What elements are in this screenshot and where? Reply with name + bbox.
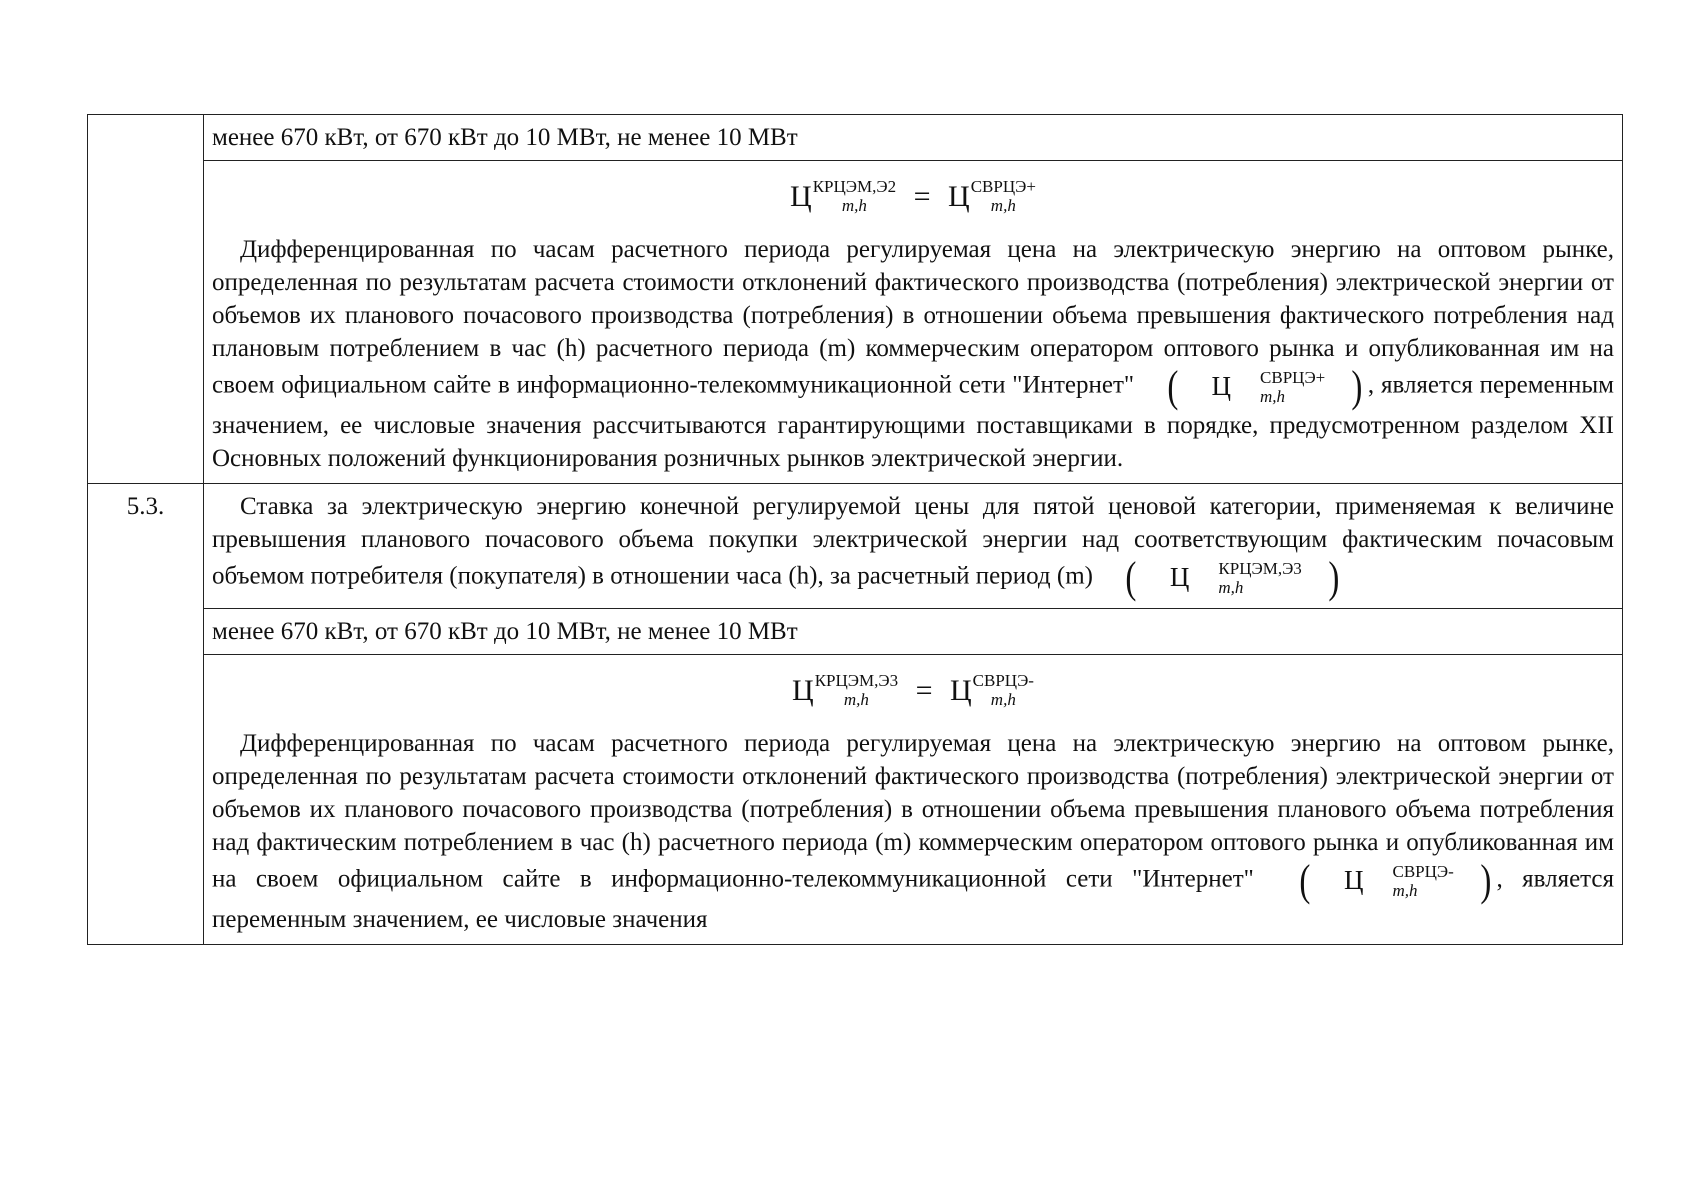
- table-row: [88, 115, 1623, 161]
- table-row: [88, 609, 1623, 655]
- formula-lhs-sub: m,h: [841, 196, 867, 215]
- inline-formula-sub: m,h: [1392, 881, 1418, 900]
- description-text: Дифференцированная по часам расчетного периода регулируемая цена на электрическую энергию на оптовом рынке, определенная по результатам расчета стоимости отклонений фактического производства (потребления) электрической энергии от объемов их планового почасового производства (потребления) в отношении объема превышения планового объема потребления над фактическим потреблением в час (h) расчетного периода (m) коммерческим оператором оптового рынка и опубликованная им на своем официальном сайте в информационно-телекоммуникационной сети "Интернет": [212, 730, 1614, 893]
- table-row: [88, 655, 1623, 945]
- inline-formula-sup: СВРЦЭ+: [1260, 368, 1326, 387]
- formula-lhs-base: Ц: [790, 180, 812, 213]
- power-range-cell: [204, 609, 1623, 655]
- inline-formula-sup: СВРЦЭ-: [1392, 862, 1454, 881]
- inline-formula-sub: m,h: [1218, 578, 1244, 597]
- description-paragraph: [212, 727, 1614, 936]
- formula-description-cell: [204, 161, 1623, 484]
- power-range-text: менее 670 кВт, от 670 кВт до 10 МВт, не менее 10 МВт: [212, 618, 798, 645]
- inline-formula-sub: m,h: [1260, 387, 1286, 406]
- formula-description-cell: [204, 655, 1623, 945]
- power-range-cell: [204, 115, 1623, 161]
- row-number-cell: [88, 484, 204, 945]
- formula-lhs-sup: КРЦЭМ,Э3: [814, 671, 899, 690]
- inline-formula: ( Ц СВРЦЭ+ m,h ): [1167, 362, 1363, 411]
- table-row: [88, 484, 1623, 609]
- description-text-continued: , является переменным значением, ее числовые значения: [212, 865, 1615, 933]
- rate-definition-text: Ставка за электрическую энергию конечной регулируемой цены для пятой ценовой категории, применяемая к величине превышения планового почасового объема покупки электрической энергии над соответствующим фактическим почасовым объемом потребителя (покупателя) в отношении часа (h), за расчетный период (m): [212, 493, 1614, 590]
- table-row: [88, 161, 1623, 484]
- inline-formula-base: Ц: [1211, 371, 1232, 401]
- formula-equals: =: [915, 674, 933, 707]
- formula-rhs-sup: СВРЦЭ-: [972, 671, 1034, 690]
- formula-rhs-sub: m,h: [990, 196, 1016, 215]
- inline-formula: ( Ц КРЦЭМ,Э3 m,h ): [1125, 553, 1340, 602]
- row-number: 5.3.: [126, 493, 165, 520]
- formula-lhs-sub: m,h: [843, 690, 869, 709]
- formula-lhs-base: Ц: [792, 674, 814, 707]
- rate-definition-cell: [204, 484, 1623, 609]
- inline-formula-sup: КРЦЭМ,Э3: [1218, 559, 1302, 578]
- power-range-text: менее 670 кВт, от 670 кВт до 10 МВт, не менее 10 МВт: [212, 124, 798, 151]
- inline-formula: ( Ц СВРЦЭ- m,h ): [1299, 856, 1492, 905]
- description-text-continued: , является переменным значением, ее числовые значения рассчитываются гарантирующими поставщиками в порядке, предусмотренном разделом XII Основных положений функционирования розничных рынков электрической энергии.: [212, 371, 1614, 472]
- formula-equals: =: [913, 180, 931, 213]
- formula-e3: [212, 661, 1614, 727]
- formula-rhs-base: Ц: [948, 180, 970, 213]
- formula-rhs-sup: СВРЦЭ+: [970, 177, 1036, 196]
- tariff-table: [87, 114, 1623, 945]
- formula-rhs-base: Ц: [950, 674, 972, 707]
- description-paragraph: [212, 233, 1614, 475]
- inline-formula-base: Ц: [1343, 865, 1364, 895]
- row-number-cell: [88, 115, 204, 484]
- formula-lhs-sup: КРЦЭМ,Э2: [812, 177, 897, 196]
- rate-definition-paragraph: [212, 490, 1614, 600]
- formula-e2: [212, 167, 1614, 233]
- formula-rhs-sub: m,h: [990, 690, 1016, 709]
- inline-formula-base: Ц: [1169, 562, 1190, 592]
- description-text: Дифференцированная по часам расчетного периода регулируемая цена на электрическую энергию на оптовом рынке, определенная по результатам расчета стоимости отклонений фактического производства (потребления) электрической энергии от объемов их планового почасового производства (потребления) в отношении объема превышения фактического потребления над плановым потреблением в час (h) расчетного периода (m) коммерческим оператором оптового рынка и опубликованная им на своем официальном сайте в информационно-телекоммуникационной сети "Интернет": [212, 236, 1614, 399]
